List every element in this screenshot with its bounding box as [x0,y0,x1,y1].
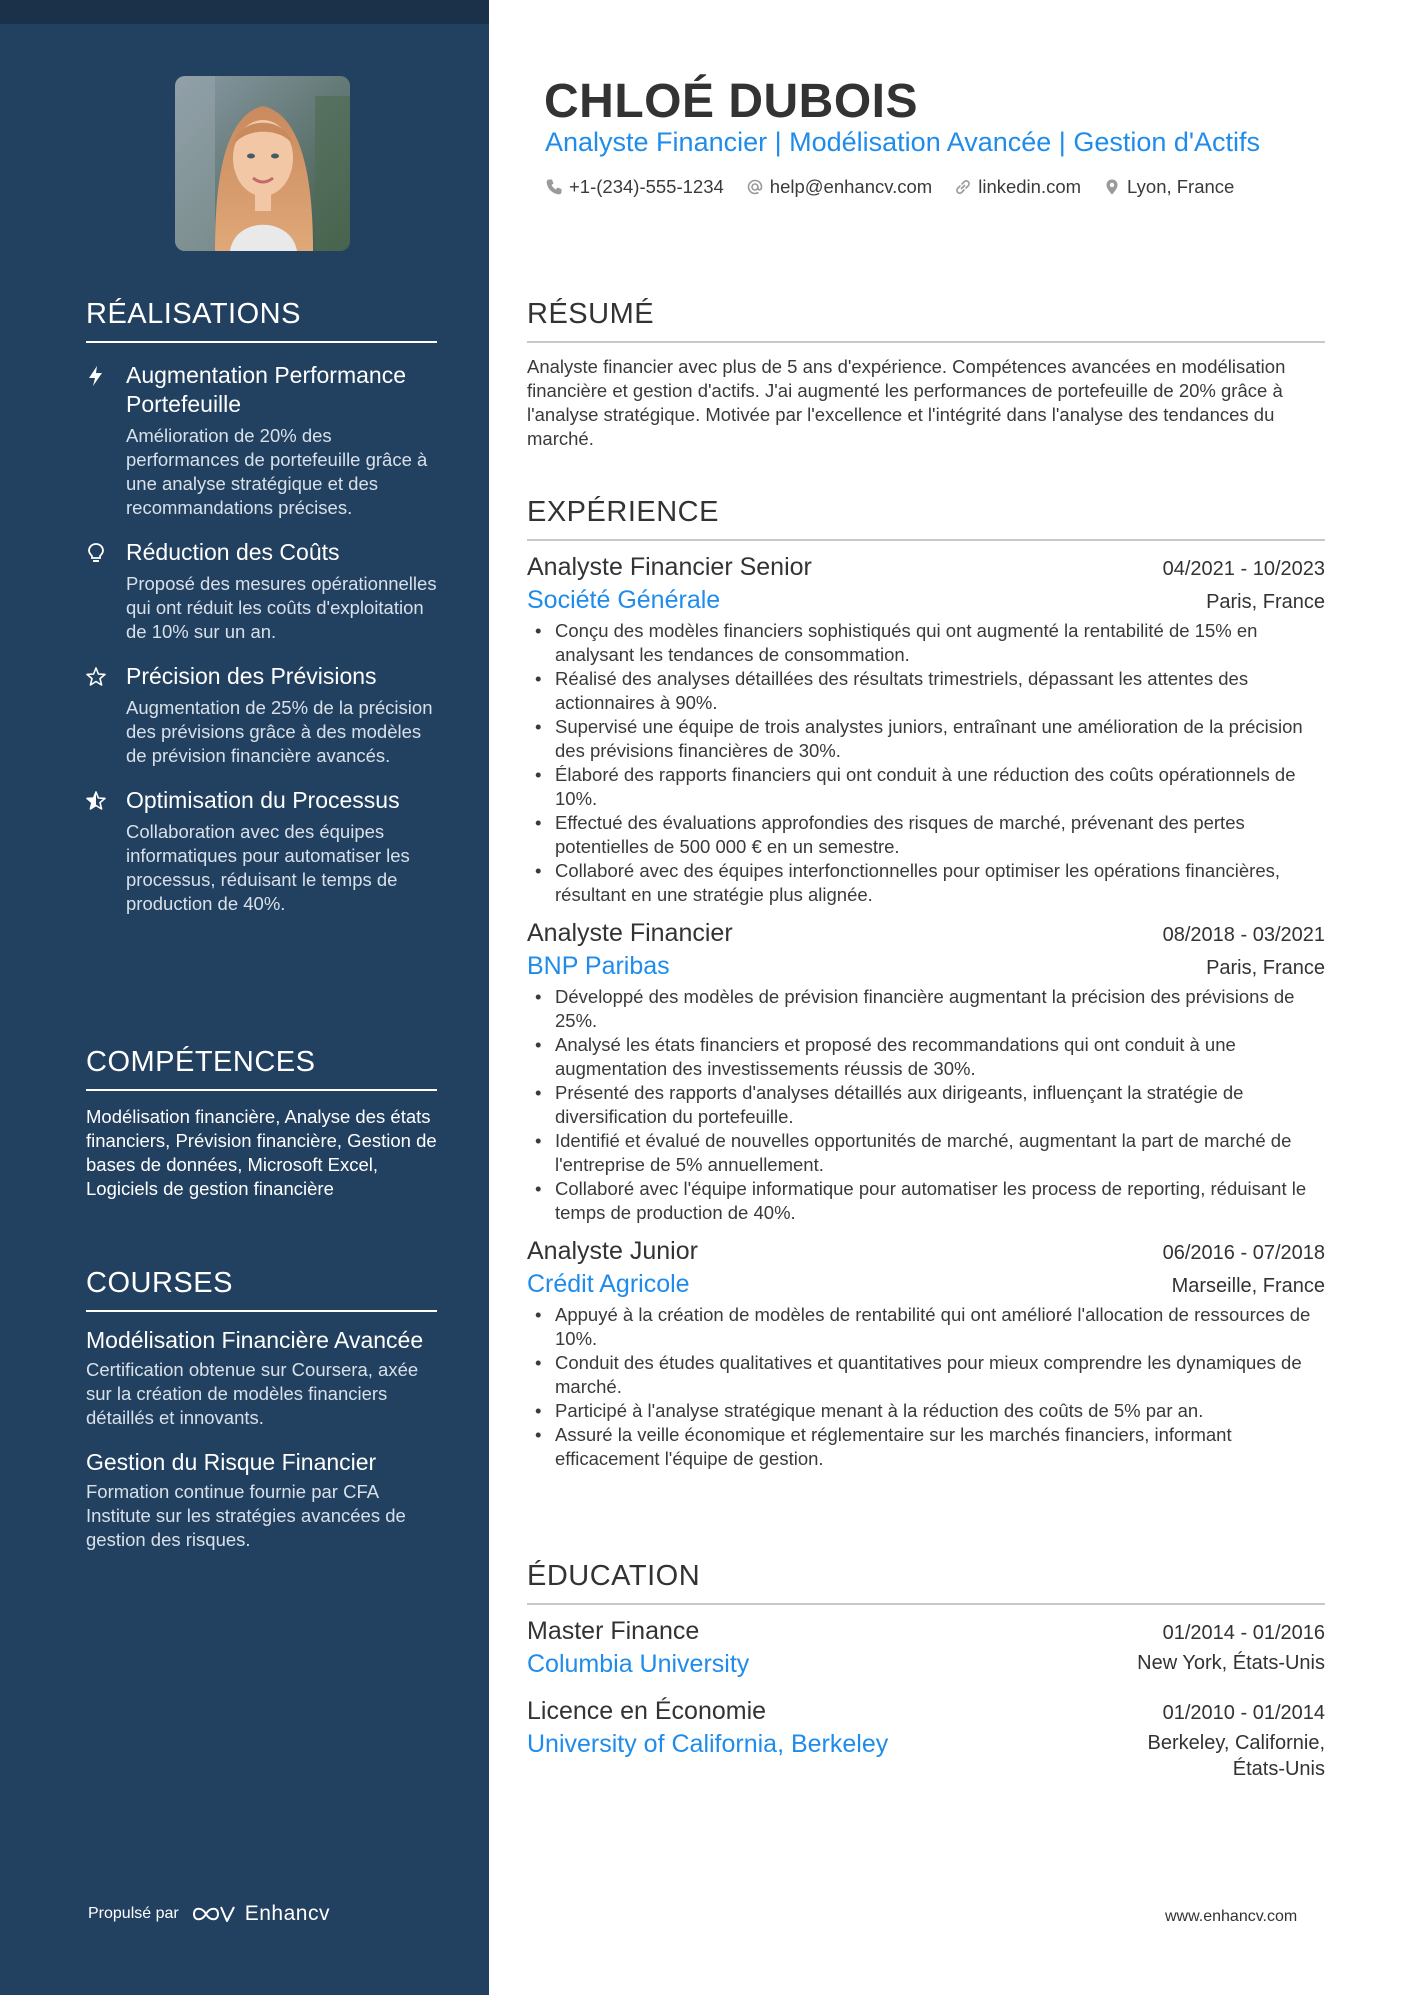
achievement-item [86,538,437,644]
star-icon [86,666,106,688]
job-bullet: • Effectué des évaluations approfondies des risques de marché, prévenant des pertes potentielles de 500 000 € en un semestre. [527,811,1325,859]
star-half-icon [86,790,106,812]
candidate-title: Analyste Financier | Modélisation Avancée | Gestion d'Actifs [545,127,1261,157]
course-desc: Certification obtenue sur Coursera, axée sur la création de modèles financiers détaillés et innovants. [86,1359,419,1428]
achievement-title: Réduction des Coûts [126,539,340,565]
achievement-item [86,786,437,916]
contact-phone[interactable] [545,176,724,198]
experience-item [527,919,1325,1225]
skills-heading: COMPÉTENCES [86,1046,437,1091]
edu-dates: 01/2010 - 01/2014 [1162,1702,1325,1724]
job-bullet: • Analysé les états financiers et proposé des recommandations qui ont conduit à une augmentation des investissements réussis de 30%. [527,1033,1325,1081]
course-title: Modélisation Financière Avancée [86,1327,424,1353]
achievements-section [86,298,437,916]
education-heading: ÉDUCATION [527,1560,1325,1605]
edu-school: Columbia University [527,1650,750,1678]
sidebar-top-bar [0,0,489,24]
link-icon [954,178,972,196]
job-bullet: • Collaboré avec des équipes interfonctionnelles pour optimiser les opérations financières, résultant en une stratégie plus alignée. [527,859,1325,907]
job-company: BNP Paribas [527,952,670,980]
lightbulb-icon [86,542,106,564]
job-bullet: • Réalisé des analyses détaillées des résultats trimestriels, dépassant les attentes des actionnaires à 90%. [527,667,1325,715]
candidate-name: CHLOÉ DUBOIS [544,75,919,128]
edu-degree: Licence en Économie [527,1697,767,1725]
job-dates: 08/2018 - 03/2021 [1162,924,1325,946]
sidebar [0,0,489,1995]
job-company: Crédit Agricole [527,1270,690,1298]
job-bullets [527,1303,1325,1471]
course-desc: Formation continue fournie par CFA Institute sur les stratégies avancées de gestion des risques. [86,1481,406,1550]
achievement-desc: Amélioration de 20% des performances de portefeuille grâce à une analyse stratégique et des recommandations précises. [126,425,428,518]
job-company: Société Générale [527,586,721,614]
contact-linkedin[interactable] [954,176,1081,198]
skills-section [86,1046,437,1201]
powered-by-label: Propulsé par [88,1905,179,1922]
achievement-title: Augmentation Performance Portefeuille [126,362,406,417]
course-item [86,1448,437,1552]
achievement-title: Précision des Prévisions [126,663,377,689]
job-bullet: • Conduit des études qualitatives et quantitatives pour mieux comprendre les dynamiques de marché. [527,1351,1325,1399]
lightning-icon [86,365,106,387]
phone-icon [545,178,563,196]
experience-section [527,496,1325,1471]
enhancv-logo-icon [191,1903,237,1925]
enhancv-logo[interactable] [191,1902,330,1926]
at-icon [746,178,764,196]
job-dates: 04/2021 - 10/2023 [1162,558,1325,580]
summary-text: Analyste financier avec plus de 5 ans d'expérience. Compétences avancées en modélisation financière et gestion d'actifs. J'ai augmenté les performances de portefeuille de 20% grâce à l'analyse stratégique. Motivée par l'excellence et l'intégrité dans l'analyse des tendances du marché. [527,356,1286,449]
contact-email-text: help@enhancv.com [769,176,933,197]
summary-heading: RÉSUMÉ [527,298,1325,343]
achievement-item [86,662,437,768]
job-title: Analyste Financier Senior [527,553,812,581]
experience-item [527,553,1325,907]
powered-by [88,1902,330,1926]
job-title: Analyste Financier [527,919,733,947]
profile-photo [175,76,350,251]
experience-heading: EXPÉRIENCE [527,496,1325,541]
achievement-item [86,361,437,520]
enhancv-brand-text: Enhancv [244,1902,330,1925]
achievement-title: Optimisation du Processus [126,787,400,813]
job-location: Paris, France [1206,591,1325,613]
edu-location: New York, États-Unis [1137,1652,1325,1674]
contact-linkedin-text: linkedin.com [978,176,1082,197]
achievement-desc: Collaboration avec des équipes informatiques pour automatiser les processus, réduisant le temps de production de 40%. [126,821,410,914]
job-bullet: • Appuyé à la création de modèles de rentabilité qui ont amélioré l'allocation de ressources de 10%. [527,1303,1325,1351]
summary-section [527,298,1325,451]
contact-bar [545,176,1234,198]
job-bullet: • Collaboré avec l'équipe informatique pour automatiser les process de reporting, réduisant le temps de production de 40%. [527,1177,1325,1225]
job-bullets [527,985,1325,1225]
courses-section [86,1267,437,1552]
contact-location [1103,176,1234,198]
edu-location: Berkeley, Californie, États-Unis [1147,1732,1325,1780]
course-item [86,1326,437,1430]
edu-degree: Master Finance [527,1617,700,1645]
achievement-desc: Proposé des mesures opérationnelles qui ont réduit les coûts d'exploitation de 10% sur un an. [126,573,437,642]
education-item [527,1697,1325,1782]
courses-heading: COURSES [86,1267,437,1312]
contact-phone-text: +1-(234)-555-1234 [569,176,724,197]
job-bullet: • Développé des modèles de prévision financière augmentant la précision des prévisions de 25%. [527,985,1325,1033]
achievements-heading: RÉALISATIONS [86,298,437,343]
job-bullet: • Conçu des modèles financiers sophistiqués qui ont augmenté la rentabilité de 15% en analysant les tendances de consommation. [527,619,1325,667]
job-bullet: • Assuré la veille économique et réglementaire sur les marchés financiers, informant efficacement l'équipe de gestion. [527,1423,1325,1471]
job-bullet: • Présenté des rapports d'analyses détaillés aux dirigeants, influençant la stratégie de diversification du portefeuille. [527,1081,1325,1129]
edu-dates: 01/2014 - 01/2016 [1162,1622,1325,1644]
edu-school: University of California, Berkeley [527,1730,889,1758]
job-bullet: • Identifié et évalué de nouvelles opportunités de marché, augmentant la part de marché de l'entreprise de 5% annuellement. [527,1129,1325,1177]
job-dates: 06/2016 - 07/2018 [1162,1242,1325,1264]
location-pin-icon [1103,178,1121,196]
job-bullets [527,619,1325,907]
job-bullet: • Supervisé une équipe de trois analystes juniors, entraînant une amélioration de la précision des prévisions financières de 30%. [527,715,1325,763]
job-location: Marseille, France [1171,1275,1325,1297]
job-bullet: • Élaboré des rapports financiers qui ont conduit à une réduction des coûts opérationnels de 10%. [527,763,1325,811]
education-section [527,1560,1325,1782]
website-link[interactable]: www.enhancv.com [1165,1908,1298,1925]
contact-email[interactable] [746,176,932,198]
education-item [527,1617,1325,1679]
skills-text: Modélisation financière, Analyse des états financiers, Prévision financière, Gestion de bases de données, Microsoft Excel, Logiciels de gestion financière [86,1106,437,1199]
job-bullet: • Participé à l'analyse stratégique menant à la réduction des coûts de 5% par an. [527,1399,1325,1423]
course-title: Gestion du Risque Financier [86,1449,377,1475]
experience-item [527,1237,1325,1471]
achievement-desc: Augmentation de 25% de la précision des prévisions grâce à des modèles de prévision financière avancés. [126,697,433,766]
job-location: Paris, France [1206,957,1325,979]
job-title: Analyste Junior [527,1237,698,1265]
contact-location-text: Lyon, France [1127,176,1235,197]
